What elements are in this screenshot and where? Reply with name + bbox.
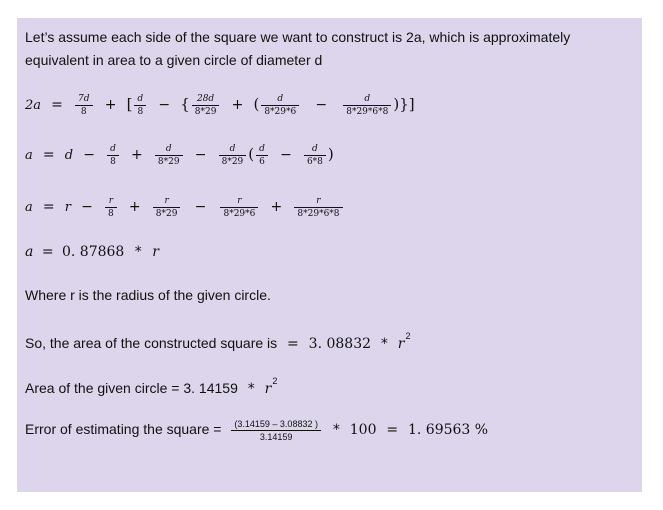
eq1-lhs: 2a: [25, 98, 42, 113]
eq1-plus-2: +: [231, 97, 244, 113]
error-times: *: [332, 422, 340, 439]
eq1-frac-2: $\frac{d}{8}$: [134, 93, 146, 118]
intro-line-1: Let’s assume each side of the square we want to construct is 2a, which is approximately: [25, 29, 571, 45]
eq2-frac-1: $\frac{d}{8}$: [107, 143, 119, 168]
square-area-var: r: [397, 336, 405, 352]
square-area-exp: 2: [405, 331, 411, 341]
eq3-minus-2: −: [194, 199, 207, 215]
eq2-frac-3: $\frac{d}{8*29}$: [219, 143, 247, 168]
square-area-equals: =: [287, 336, 299, 352]
circle-area-exp: 2: [272, 376, 278, 386]
eq2-minus-1: −: [83, 147, 95, 163]
error-line: [25, 418, 488, 443]
equation-2: [25, 143, 334, 168]
eq1-equals: =: [51, 97, 63, 113]
eq2-frac-5: $\frac{d}{6*8}$: [304, 143, 326, 168]
eq1-bracket: [: [126, 95, 133, 113]
eq1-paren: (: [253, 95, 260, 113]
eq4-value: 0. 87868: [62, 244, 125, 260]
error-numerator: (3.14159 – 3.08832 ): [231, 418, 321, 431]
circle-area-times: *: [247, 381, 255, 397]
eq1-frac-3: $\frac{28d}{8*29}$: [192, 93, 220, 118]
error-result: 1. 69563 %: [408, 422, 489, 439]
square-area-label: So, the area of the constructed square is: [25, 335, 278, 351]
eq2-equals: =: [42, 147, 55, 163]
error-hundred: 100: [349, 422, 377, 439]
eq3-lhs: a: [25, 200, 33, 215]
eq1-frac-4: $\frac{d}{8*29*6}$: [261, 93, 299, 118]
eq1-minus-1: −: [158, 97, 171, 113]
eq3-minus-1: −: [81, 199, 93, 215]
eq3-plus-2: +: [270, 199, 283, 215]
error-denominator: 3.14159: [259, 432, 293, 442]
eq3-equals: =: [42, 199, 55, 215]
eq2-minus-3: −: [280, 147, 292, 163]
square-area-times: *: [380, 336, 388, 352]
eq1-close: )}]: [393, 95, 415, 113]
eq1-frac-1: $\frac{7d}{8}$: [75, 93, 93, 118]
square-area-value: 3. 08832: [308, 336, 372, 352]
intro-line-2: equivalent in area to a given circle of diameter d: [25, 52, 323, 68]
eq4-equals: =: [41, 244, 54, 260]
eq4-times: *: [134, 244, 142, 260]
eq3-frac-3: $\frac{r}{8*29*6}$: [220, 195, 258, 220]
eq4-lhs: a: [25, 244, 34, 260]
eq2-close: ): [327, 145, 334, 163]
equation-1: [25, 93, 415, 118]
eq2-frac-2: $\frac{d}{8*29}$: [155, 143, 183, 168]
eq1-minus-2: −: [315, 97, 328, 113]
error-label: Error of estimating the square =: [25, 421, 222, 438]
eq2-minus-2: −: [194, 147, 207, 163]
equation-3: [25, 195, 345, 220]
error-fraction: [231, 418, 321, 443]
eq4-var: r: [152, 244, 159, 260]
equation-4: [25, 244, 159, 260]
where-text: Where r is the radius of the given circle.: [25, 287, 271, 303]
square-area-line: [25, 331, 411, 352]
circle-area-line: [25, 376, 277, 397]
eq3-frac-2: $\frac{r}{8*29}$: [153, 195, 181, 220]
circle-area-label: Area of the given circle = 3. 14159: [25, 380, 238, 396]
eq3-plus-1: +: [128, 199, 141, 215]
eq3-frac-1: $\frac{r}{8}$: [105, 195, 117, 220]
eq3-r: r: [64, 200, 71, 215]
eq3-frac-4: $\frac{r}{8*29*6*8}$: [294, 195, 342, 220]
circle-area-var: r: [264, 381, 272, 397]
error-equals: =: [386, 422, 399, 439]
eq2-d: d: [64, 148, 74, 163]
eq1-plus-1: +: [104, 97, 117, 113]
eq2-open: (: [248, 145, 255, 163]
eq1-brace: {: [180, 95, 190, 113]
eq2-plus-1: +: [131, 147, 143, 163]
eq2-lhs: a: [25, 148, 33, 163]
eq1-frac-5: $\frac{d}{8*29*6*8}$: [343, 93, 391, 118]
eq2-frac-4: $\frac{d}{6}$: [256, 143, 268, 168]
